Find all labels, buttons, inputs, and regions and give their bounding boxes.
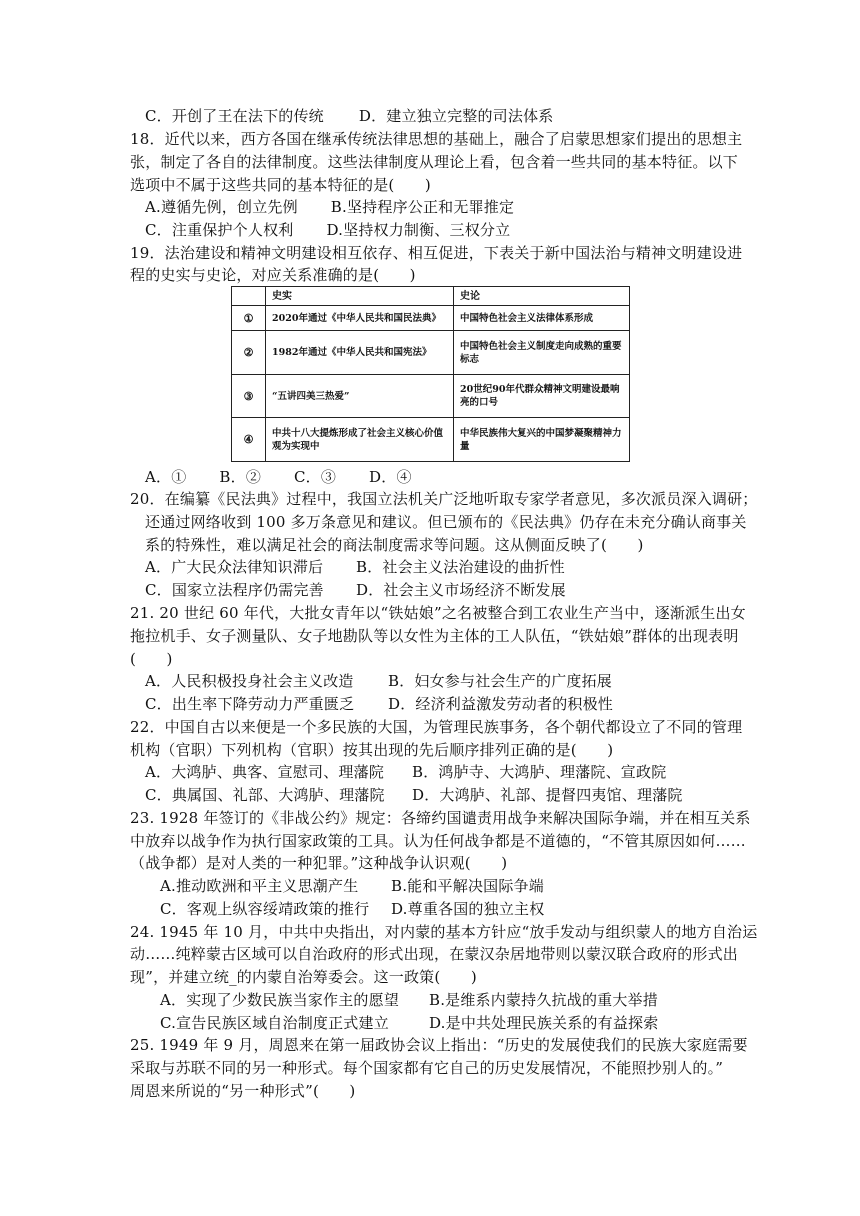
q17-options-row (145, 106, 554, 126)
q22-options-row (145, 762, 666, 782)
q24-option-d: D.是中共处理民族关系的有益探索 (428, 1014, 659, 1032)
q23-options-row (160, 899, 544, 919)
q23-stem-line: 中放弃以战争作为执行国家政策的工具。认为任何战争都是不道德的，“不管其原因如何…… (130, 832, 746, 850)
q18-stem-line: 18．近代以来，西方各国在继承传统法律思想的基础上，融合了启蒙思想家们提出的思想主 (130, 130, 743, 148)
q21-stem-line: 拖拉机手、女子测量队、女子地勘队等以女性为主体的工人队伍，“铁姑娘”群体的出现表明 (130, 627, 739, 645)
q23-option-d: D.尊重各国的独立主权 (390, 900, 545, 918)
q18-options-row (145, 220, 510, 240)
row-theory: 中国特色社会主义法律体系形成 (454, 306, 630, 331)
q24-options-row (160, 1013, 658, 1033)
q19-option-d: D．④ (369, 468, 412, 486)
q23-option-a: A.推动欧洲和平主义思潮产生 (160, 877, 359, 895)
q18-option-a: A.遵循先例，创立先例 (145, 198, 298, 216)
q21-option-b: B．妇女参与社会生产的广度拓展 (387, 672, 612, 690)
table-header-fact: 史实 (266, 287, 454, 306)
table-header-theory: 史论 (454, 287, 630, 306)
q20-option-a: A．广大民众法律知识滞后 (145, 558, 324, 576)
q18-option-c: C．注重保护个人权利 (145, 221, 294, 239)
q18-option-d: D.坚持权力制衡、三权分立 (326, 221, 511, 239)
q21-stem-line: 21. 20 世纪 60 年代，大批女青年以“铁姑娘”之名被整合到工农业生产当中，逐渐派生出女 (130, 604, 746, 622)
q22-option-d: D．大鸿胪、礼部、提督四夷馆、理藩院 (411, 786, 683, 804)
table-row (232, 306, 630, 331)
q24-option-c: C.宣告民族区域自治制度正式建立 (160, 1014, 389, 1032)
q23-stem-line: （战争都）是对人类的一种犯罪。”这种战争认识观( ) (130, 854, 508, 872)
q20-stem-line: 系的特殊性，难以满足社会的商法制度需求等问题。这从侧面反映了( ) (145, 536, 644, 554)
q25-stem-line: 周恩来所说的“另一种形式”( ) (130, 1082, 356, 1100)
q19-stem-line: 19．法治建设和精神文明建设相互依存、相互促进，下表关于新中国法治与精神文明建设进 (130, 244, 743, 262)
row-fact: 2020年通过《中华人民共和国民法典》 (266, 306, 454, 331)
q20-stem-line: 20．在编纂《民法典》过程中，我国立法机关广泛地听取专家学者意见，多次派员深入调研； (130, 490, 758, 508)
q19-option-b: B．② (219, 468, 262, 486)
row-number: ④ (232, 418, 266, 462)
q20-options-row (145, 557, 565, 577)
q20-option-b: B．社会主义法治建设的曲折性 (355, 558, 565, 576)
q21-option-d: D．经济利益激发劳动者的积极性 (387, 695, 613, 713)
row-fact: “五讲四美三热爱” (266, 374, 454, 418)
q20-option-d: D．社会主义市场经济不断发展 (355, 581, 566, 599)
q22-option-b: B．鸿胪寺、大鸿胪、理藩院、宣政院 (411, 763, 667, 781)
row-fact: 1982年通过《中华人民共和国宪法》 (266, 331, 454, 375)
q22-option-a: A．大鸿胪、典客、宣慰司、理藩院 (145, 763, 385, 781)
q23-option-b: B.能和平解决国际争端 (390, 877, 544, 895)
q20-stem-line: 还通过网络收到 100 多万条意见和建议。但已颁布的《民法典》仍存在未充分确认商事关 (145, 513, 747, 531)
table-header-num (232, 287, 266, 306)
q24-options-row (160, 990, 658, 1010)
row-theory: 中国特色社会主义制度走向成熟的重要标志 (454, 331, 630, 375)
q21-options-row (145, 671, 612, 691)
q19-option-c: C．③ (294, 468, 337, 486)
q23-option-c: C．客观上纵容绥靖政策的推行 (160, 900, 370, 918)
row-theory: 中华民族伟大复兴的中国梦凝聚精神力量 (454, 418, 630, 462)
table-row (232, 418, 630, 462)
q17-option-d: D．建立独立完整的司法体系 (358, 107, 554, 125)
row-number: ① (232, 306, 266, 331)
q18-option-b: B.坚持程序公正和无罪推定 (330, 198, 515, 216)
q24-stem-line: 24. 1945 年 10 月，中共中央指出，对内蒙的基本方针应“放手发动与组织蒙人的地方自治运 (130, 923, 758, 941)
q22-stem-line: 22．中国自古以来便是一个多民族的大国，为管理民族事务，各个朝代都设立了不同的管理 (130, 718, 743, 736)
q25-stem-line: 采取与苏联不同的另一种形式。每个国家都有它自己的历史发展情况，不能照抄别人的。” (130, 1059, 724, 1077)
q25-stem-line: 25. 1949 年 9 月，周恩来在第一届政协会议上指出：“历史的发展使我们的民族大家庭需要 (130, 1036, 748, 1054)
q20-options-row (145, 580, 566, 600)
q22-stem-line: 机构（官职）下列机构（官职）按其出现的先后顺序排列正确的是( ) (130, 741, 614, 759)
table-header-row (232, 287, 630, 306)
row-number: ③ (232, 374, 266, 418)
q21-options-row (145, 694, 613, 714)
q24-option-b: B.是维系内蒙持久抗战的重大举措 (428, 991, 658, 1009)
q23-stem-line: 23. 1928 年签订的《非战公约》规定：各缔约国谴责用战争来解决国际争端，并在相互关系 (130, 809, 751, 827)
row-fact: 中共十八大提炼形成了社会主义核心价值观为实现中 (266, 418, 454, 462)
q24-stem-line: 动……纯粹蒙古区域可以自治政府的形式出现，在蒙汉杂居地带则以蒙汉联合政府的形式出 (130, 945, 739, 963)
q19-options-row (145, 467, 412, 487)
q18-stem-line: 张，制定了各自的法律制度。这些法律制度从理论上看，包含着一些共同的基本特征。以下 (130, 153, 739, 171)
q22-option-c: C．典属国、礼部、大鸿胪、理藩院 (145, 786, 385, 804)
row-number: ② (232, 331, 266, 375)
q18-options-row (145, 197, 514, 217)
q22-options-row (145, 785, 683, 805)
q20-option-c: C．国家立法程序仍需完善 (145, 581, 324, 599)
q19-option-a: A．① (145, 468, 187, 486)
q21-option-c: C．出生率下降劳动力严重匮乏 (145, 695, 355, 713)
row-theory: 20世纪90年代群众精神文明建设最响亮的口号 (454, 374, 630, 418)
q21-option-a: A．人民积极投身社会主义改造 (145, 672, 354, 690)
q17-option-c: C．开创了王在法下的传统 (145, 107, 324, 125)
q24-stem-line: 现”，并建立统_的内蒙自治筹委会。这一政策( ) (130, 968, 477, 986)
q19-stem-line: 程的史实与史论，对应关系准确的是( ) (130, 266, 416, 284)
q24-option-a: A．实现了少数民族当家作主的愿望 (160, 991, 400, 1009)
q19-history-table (231, 286, 630, 462)
q23-options-row (160, 876, 544, 896)
q21-stem-line: ( ) (130, 650, 173, 668)
q18-stem-line: 选项中不属于这些共同的基本特征的是( ) (130, 176, 431, 194)
table-row (232, 374, 630, 418)
table-row (232, 331, 630, 375)
